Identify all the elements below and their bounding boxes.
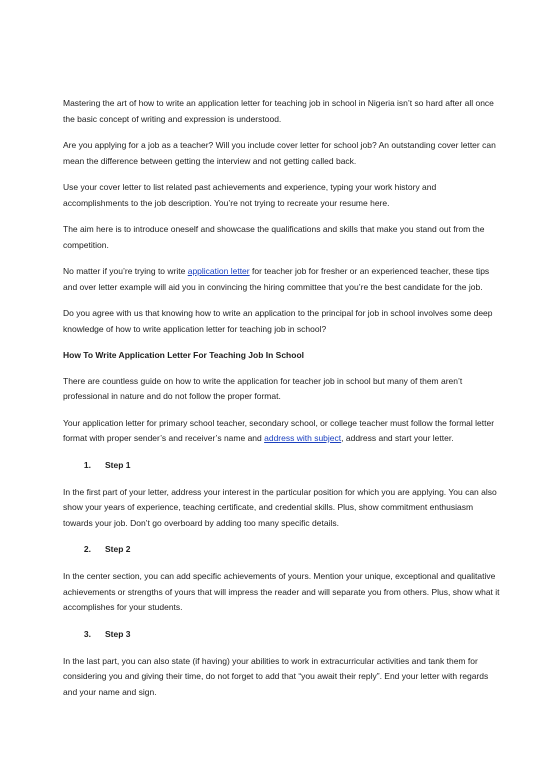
step-1-heading [63,458,500,473]
paragraph-countless: There are countless guide on how to write the application for teacher job in school but many of them aren’t professional in nature and do not follow the proper format. [63,375,463,401]
step-2-heading [63,542,500,557]
paragraph-agree: Do you agree with us that knowing how to write an application to the principal for job in school involves some deep knowledge of how to write application letter for teaching job in school? [63,308,493,334]
paragraph-no-matter [63,264,500,295]
section-heading: How To Write Application Letter For Teaching Job In School [63,350,304,360]
address-with-subject-link[interactable]: address with subject [264,433,342,443]
paragraph-step-3: In the last part, you can also state (if having) your abilities to work in extracurricular activities and tank them for considering you and giving their time, do not forget to add that “you await their reply”. End your letter with regards and your name and sign. [63,655,489,697]
paragraph-aim: The aim here is to introduce oneself and showcase the qualifications and skills that make you stand out from the competition. [63,224,485,250]
text-segment: No matter if you’re trying to write [63,266,188,276]
paragraph-intro: Mastering the art of how to write an application letter for teaching job in school in Nigeria isn’t so hard after all once the basic concept of writing and expression is understood. [63,98,494,124]
step-number: 3. [83,628,91,639]
paragraph-applying: Are you applying for a job as a teacher? Will you include cover letter for school job? An outstanding cover letter can mean the difference between getting the interview and not getting called back. [63,140,496,166]
step-number: 1. [83,459,91,470]
paragraph-step-2: In the center section, you can add specific achievements of yours. Mention your unique, exceptional and qualitative achievements or strengths of yours that will impress the reader and will separate you from others. Plus, show what it accomplishes for your students. [63,571,500,612]
paragraph-step-1: In the first part of your letter, address your interest in the particular position for which you are applying. You can also show your years of experience, teaching certificate, and credential skills. Plus, show commitment enthusiasm towards your job. Don’t go overboard by adding too many specific details. [63,486,497,528]
paragraph-cover-letter: Use your cover letter to list related past achievements and experience, typing your work history and accomplishments to the job description. You’re not trying to recreate your resume here. [63,182,437,208]
step-label: Step 1 [105,459,131,470]
step-label: Step 3 [105,628,131,639]
text-segment: , address and start your letter. [341,433,454,443]
step-label: Step 2 [105,544,131,554]
text-segment: for teacher job for fresher or an experienced teacher, these tips and over letter example will aid you in convincing the hiring committee that you’re the best candidate for the job. [63,266,490,292]
step-number: 2. [83,544,91,554]
text-segment: Your application letter for primary school teacher, secondary school, or college teacher must follow the formal letter format with proper sender’s and receiver’s name and [63,417,495,443]
application-letter-link[interactable]: application letter [187,266,250,276]
step-3-heading [63,627,500,642]
paragraph-format [63,416,500,447]
